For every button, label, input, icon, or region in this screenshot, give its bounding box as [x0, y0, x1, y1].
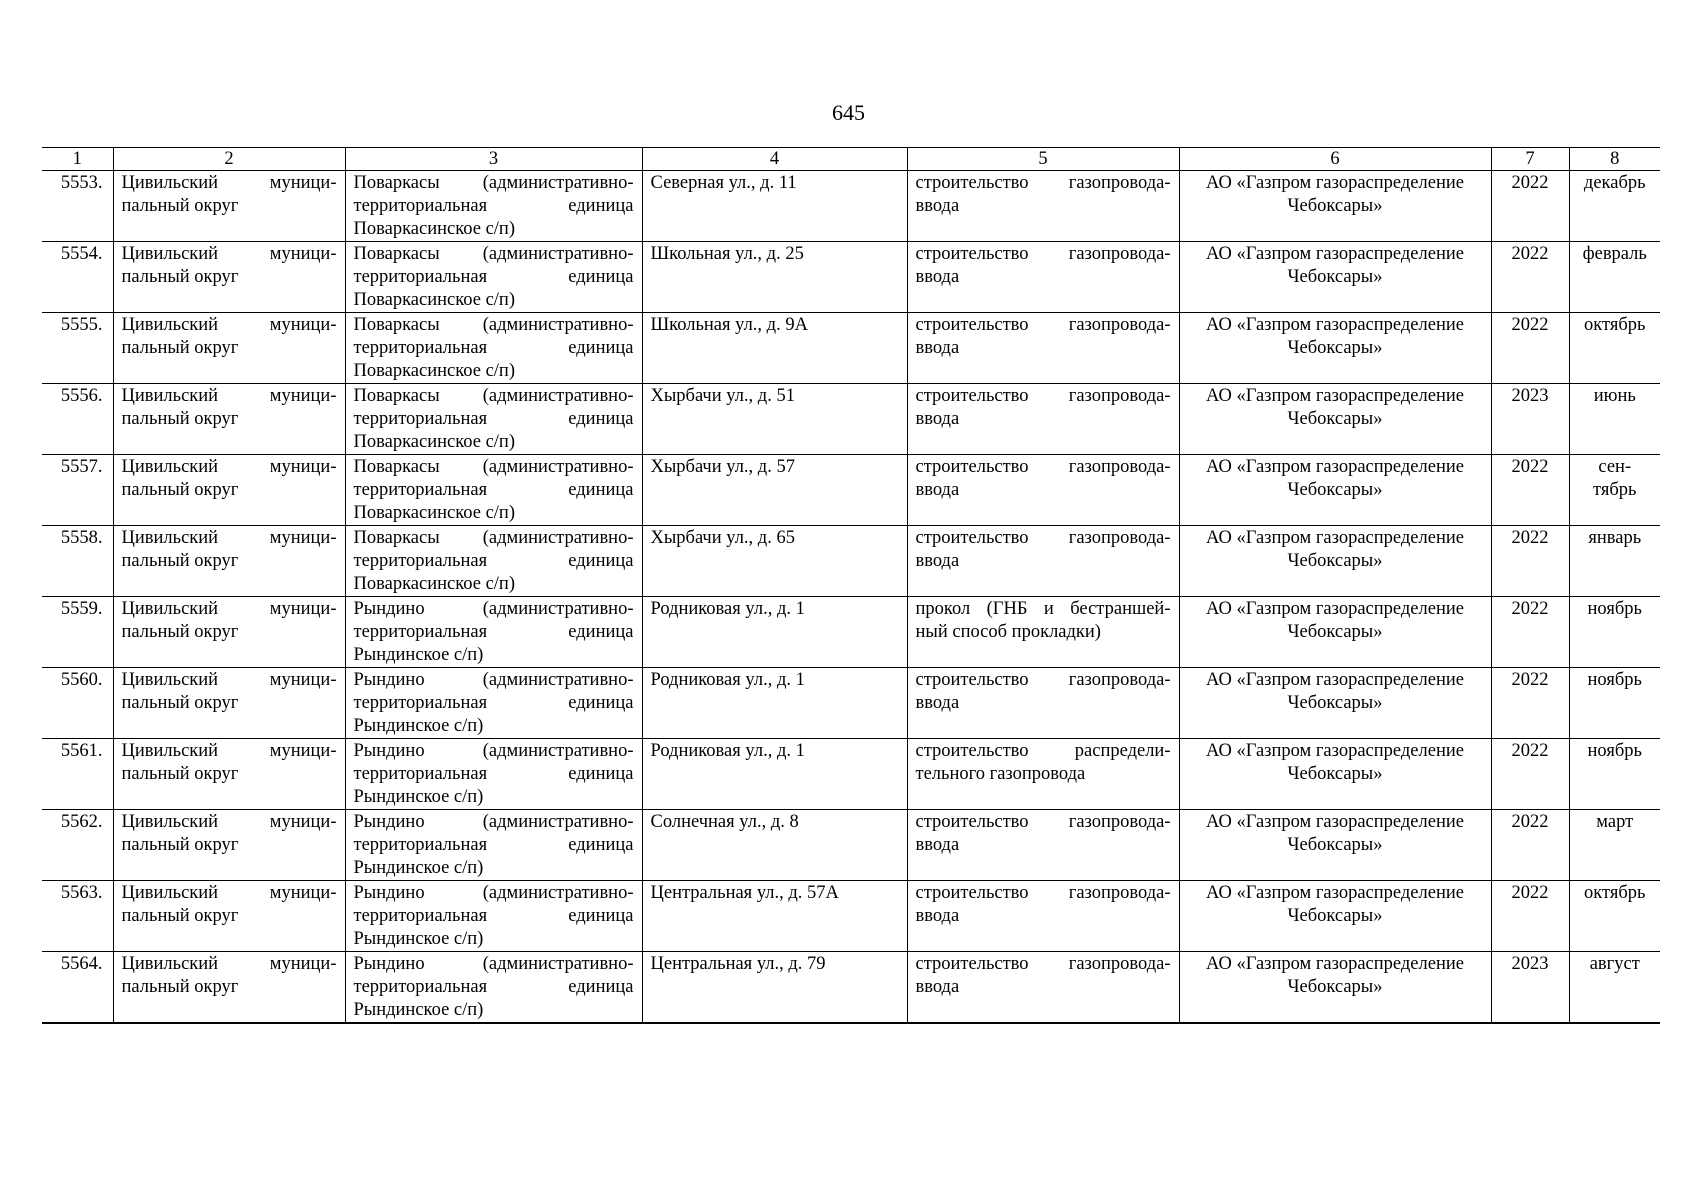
district-cell: [113, 526, 345, 597]
district-line: пальный округ: [121, 906, 239, 926]
month-cell: август: [1569, 952, 1660, 1024]
locality-cell: Поваркасы (административно-территориальная единица Поваркасинское с/п): [345, 242, 642, 313]
work-type-cell: [907, 668, 1179, 739]
address-cell: Родниковая ул., д. 1: [642, 668, 907, 739]
district-line: Цивильский муници-: [121, 315, 337, 335]
district-cell: [113, 313, 345, 384]
organization-cell: АО «Газпром газораспределение Чебоксары»: [1179, 739, 1491, 810]
work-type-line: строительство газопровода-: [915, 954, 1171, 974]
work-type-line: ввода: [915, 480, 960, 500]
row-number: 5561.: [42, 739, 113, 810]
column-header: 8: [1569, 148, 1660, 171]
district-line: пальный округ: [121, 551, 239, 571]
table-row: [42, 881, 1660, 952]
table-row: [42, 384, 1660, 455]
table-row: [42, 597, 1660, 668]
work-type-line: ввода: [915, 693, 960, 713]
district-line: Цивильский муници-: [121, 173, 337, 193]
work-type-line: строительство газопровода-: [915, 812, 1171, 832]
district-line: Цивильский муници-: [121, 883, 337, 903]
month-cell: сен-тябрь: [1569, 455, 1660, 526]
work-type-cell: [907, 242, 1179, 313]
district-cell: [113, 384, 345, 455]
column-header: 4: [642, 148, 907, 171]
column-header: 6: [1179, 148, 1491, 171]
district-line: пальный округ: [121, 693, 239, 713]
row-number: 5556.: [42, 384, 113, 455]
month-cell: ноябрь: [1569, 668, 1660, 739]
district-line: Цивильский муници-: [121, 457, 337, 477]
locality-cell: Рындино (административно-территориальная единица Рындинское с/п): [345, 668, 642, 739]
work-type-line: ввода: [915, 267, 960, 287]
year-cell: 2022: [1491, 171, 1569, 242]
work-type-line: строительство газопровода-: [915, 528, 1171, 548]
work-type-line: строительство газопровода-: [915, 883, 1171, 903]
address-cell: Школьная ул., д. 25: [642, 242, 907, 313]
district-cell: [113, 952, 345, 1024]
work-type-cell: [907, 597, 1179, 668]
month-cell: январь: [1569, 526, 1660, 597]
year-cell: 2022: [1491, 526, 1569, 597]
year-cell: 2022: [1491, 455, 1569, 526]
registry-table: [42, 147, 1660, 1024]
column-header: 7: [1491, 148, 1569, 171]
district-line: пальный округ: [121, 764, 239, 784]
table-row: [42, 952, 1660, 1024]
district-cell: [113, 739, 345, 810]
row-number: 5555.: [42, 313, 113, 384]
address-cell: Северная ул., д. 11: [642, 171, 907, 242]
table-row: [42, 455, 1660, 526]
year-cell: 2022: [1491, 313, 1569, 384]
locality-cell: Поваркасы (административно-территориальная единица Поваркасинское с/п): [345, 313, 642, 384]
work-type-cell: [907, 739, 1179, 810]
work-type-line: прокол (ГНБ и бестраншей-: [915, 599, 1171, 619]
locality-cell: Поваркасы (административно-территориальная единица Поваркасинское с/п): [345, 171, 642, 242]
work-type-line: строительство распредели-: [915, 741, 1171, 761]
district-cell: [113, 810, 345, 881]
work-type-line: ввода: [915, 551, 960, 571]
district-cell: [113, 597, 345, 668]
organization-cell: АО «Газпром газораспределение Чебоксары»: [1179, 668, 1491, 739]
organization-cell: АО «Газпром газораспределение Чебоксары»: [1179, 313, 1491, 384]
locality-cell: Поваркасы (административно-территориальная единица Поваркасинское с/п): [345, 526, 642, 597]
work-type-line: тельного газопровода: [915, 764, 1086, 784]
district-line: пальный округ: [121, 409, 239, 429]
district-line: пальный округ: [121, 480, 239, 500]
column-header: 2: [113, 148, 345, 171]
work-type-line: строительство газопровода-: [915, 315, 1171, 335]
year-cell: 2022: [1491, 881, 1569, 952]
address-cell: Центральная ул., д. 79: [642, 952, 907, 1024]
work-type-cell: [907, 313, 1179, 384]
district-line: пальный округ: [121, 835, 239, 855]
work-type-line: ввода: [915, 906, 960, 926]
district-line: пальный округ: [121, 622, 239, 642]
work-type-cell: [907, 526, 1179, 597]
month-cell: октябрь: [1569, 313, 1660, 384]
district-line: Цивильский муници-: [121, 741, 337, 761]
month-cell: ноябрь: [1569, 597, 1660, 668]
organization-cell: АО «Газпром газораспределение Чебоксары»: [1179, 597, 1491, 668]
work-type-cell: [907, 881, 1179, 952]
page-number: 645: [832, 100, 865, 125]
work-type-line: строительство газопровода-: [915, 244, 1171, 264]
table-row: [42, 313, 1660, 384]
month-cell: февраль: [1569, 242, 1660, 313]
year-cell: 2022: [1491, 739, 1569, 810]
work-type-cell: [907, 952, 1179, 1024]
district-cell: [113, 242, 345, 313]
work-type-line: строительство газопровода-: [915, 386, 1171, 406]
column-header: 1: [42, 148, 113, 171]
district-line: Цивильский муници-: [121, 244, 337, 264]
table-row: [42, 171, 1660, 242]
column-header: 3: [345, 148, 642, 171]
table-row: [42, 739, 1660, 810]
district-line: пальный округ: [121, 977, 239, 997]
table-row: [42, 810, 1660, 881]
district-line: Цивильский муници-: [121, 812, 337, 832]
address-cell: Хырбачи ул., д. 51: [642, 384, 907, 455]
table-row: [42, 668, 1660, 739]
locality-cell: Поваркасы (административно-территориальная единица Поваркасинское с/п): [345, 384, 642, 455]
month-cell: июнь: [1569, 384, 1660, 455]
year-cell: 2022: [1491, 668, 1569, 739]
month-cell: октябрь: [1569, 881, 1660, 952]
row-number: 5559.: [42, 597, 113, 668]
work-type-line: строительство газопровода-: [915, 670, 1171, 690]
work-type-line: строительство газопровода-: [915, 457, 1171, 477]
district-line: пальный округ: [121, 267, 239, 287]
address-cell: Школьная ул., д. 9А: [642, 313, 907, 384]
address-cell: Родниковая ул., д. 1: [642, 597, 907, 668]
work-type-line: ввода: [915, 338, 960, 358]
address-cell: Хырбачи ул., д. 65: [642, 526, 907, 597]
work-type-cell: [907, 455, 1179, 526]
month-cell: март: [1569, 810, 1660, 881]
work-type-cell: [907, 171, 1179, 242]
work-type-cell: [907, 810, 1179, 881]
organization-cell: АО «Газпром газораспределение Чебоксары»: [1179, 242, 1491, 313]
work-type-line: строительство газопровода-: [915, 173, 1171, 193]
work-type-line: ввода: [915, 409, 960, 429]
row-number: 5564.: [42, 952, 113, 1024]
work-type-line: ввода: [915, 196, 960, 216]
district-line: Цивильский муници-: [121, 528, 337, 548]
year-cell: 2022: [1491, 242, 1569, 313]
column-number-row: [42, 148, 1660, 171]
row-number: 5554.: [42, 242, 113, 313]
address-cell: Центральная ул., д. 57А: [642, 881, 907, 952]
locality-cell: Рындино (административно-территориальная единица Рындинское с/п): [345, 597, 642, 668]
locality-cell: Рындино (административно-территориальная единица Рындинское с/п): [345, 952, 642, 1024]
organization-cell: АО «Газпром газораспределение Чебоксары»: [1179, 881, 1491, 952]
work-type-cell: [907, 384, 1179, 455]
year-cell: 2023: [1491, 952, 1569, 1024]
district-line: пальный округ: [121, 196, 239, 216]
address-cell: Родниковая ул., д. 1: [642, 739, 907, 810]
organization-cell: АО «Газпром газораспределение Чебоксары»: [1179, 952, 1491, 1024]
year-cell: 2022: [1491, 810, 1569, 881]
district-line: Цивильский муници-: [121, 599, 337, 619]
work-type-line: ввода: [915, 835, 960, 855]
district-cell: [113, 668, 345, 739]
row-number: 5558.: [42, 526, 113, 597]
locality-cell: Рындино (административно-территориальная единица Рындинское с/п): [345, 739, 642, 810]
year-cell: 2023: [1491, 384, 1569, 455]
district-line: пальный округ: [121, 338, 239, 358]
column-header: 5: [907, 148, 1179, 171]
locality-cell: Рындино (административно-территориальная единица Рындинское с/п): [345, 881, 642, 952]
district-cell: [113, 881, 345, 952]
table-row: [42, 526, 1660, 597]
address-cell: Хырбачи ул., д. 57: [642, 455, 907, 526]
row-number: 5553.: [42, 171, 113, 242]
row-number: 5562.: [42, 810, 113, 881]
district-cell: [113, 171, 345, 242]
organization-cell: АО «Газпром газораспределение Чебоксары»: [1179, 810, 1491, 881]
locality-cell: Поваркасы (административно-территориальная единица Поваркасинское с/п): [345, 455, 642, 526]
month-cell: декабрь: [1569, 171, 1660, 242]
organization-cell: АО «Газпром газораспределение Чебоксары»: [1179, 455, 1491, 526]
organization-cell: АО «Газпром газораспределение Чебоксары»: [1179, 526, 1491, 597]
district-line: Цивильский муници-: [121, 954, 337, 974]
row-number: 5557.: [42, 455, 113, 526]
month-cell: ноябрь: [1569, 739, 1660, 810]
locality-cell: Рындино (административно-территориальная единица Рындинское с/п): [345, 810, 642, 881]
row-number: 5563.: [42, 881, 113, 952]
district-line: Цивильский муници-: [121, 670, 337, 690]
organization-cell: АО «Газпром газораспределение Чебоксары»: [1179, 384, 1491, 455]
table-row: [42, 242, 1660, 313]
district-line: Цивильский муници-: [121, 386, 337, 406]
district-cell: [113, 455, 345, 526]
year-cell: 2022: [1491, 597, 1569, 668]
row-number: 5560.: [42, 668, 113, 739]
work-type-line: ный способ прокладки): [915, 622, 1101, 642]
work-type-line: ввода: [915, 977, 960, 997]
address-cell: Солнечная ул., д. 8: [642, 810, 907, 881]
organization-cell: АО «Газпром газораспределение Чебоксары»: [1179, 171, 1491, 242]
